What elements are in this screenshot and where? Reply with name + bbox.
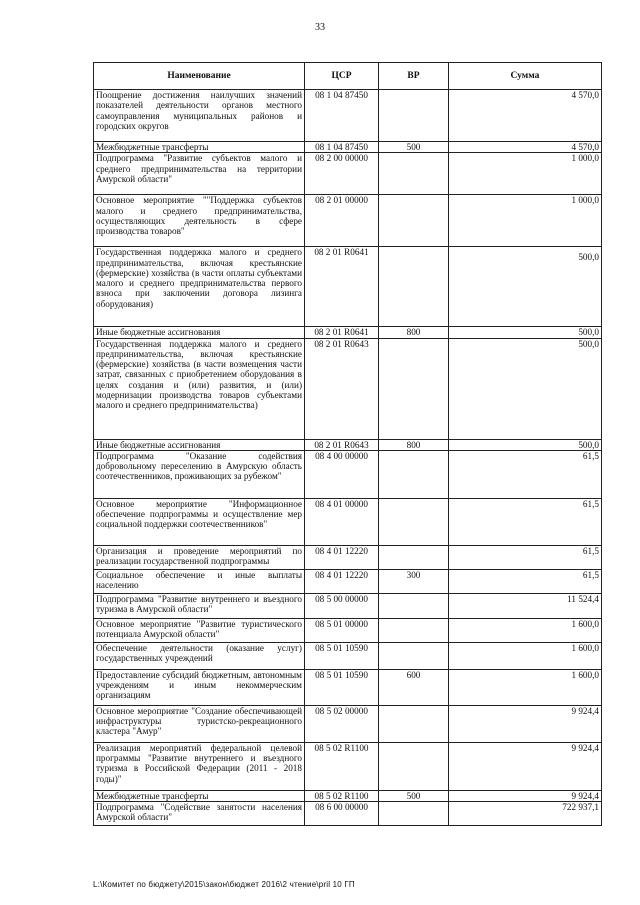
row-sum: 1 600,0 [449,642,602,669]
row-name: Реализация мероприятий федеральной целевой программы "Развитие внутреннего и въездного туризма в Российской Федерации (2011 - 2018 годы)" [94,742,305,790]
row-name: Межбюджетные трансферты [94,142,305,153]
header-csr: ЦСР [305,63,379,90]
row-name: Основное мероприятие "Создание обеспечивающей инфраструктуры туристско-рекреационного кластера "Амур" [94,705,305,742]
row-name: Иные бюджетные ассигнования [94,327,305,338]
row-name: Подпрограмма "Оказание содействия добровольному переселению в Амурскую область соотечественников, проживающих за рубежом" [94,450,305,498]
row-vr [379,450,449,498]
row-vr [379,247,449,327]
row-name: Подпрограмма "Развитие внутреннего и въездного туризма в Амурской области" [94,593,305,618]
table-row [94,153,602,195]
row-vr [379,195,449,247]
row-name: Государственная поддержка малого и среднего предпринимательства, включая крестьянские (фермерские) хозяйства (в части возмещения части затрат, связанных с приобретением оборудования в целях создания и (или) развития, и (или) модернизации производства товаров субъектами малого и среднего предпринимательства) [94,338,305,439]
row-vr [379,90,449,142]
row-csr: 08 2 01 R0643 [305,338,379,439]
row-name: Межбюджетные трансферты [94,790,305,801]
row-sum: 500,0 [449,327,602,338]
row-name: Иные бюджетные ассигнования [94,439,305,450]
row-csr: 08 4 01 12220 [305,545,379,569]
table-row [94,593,602,618]
row-csr: 08 4 00 00000 [305,450,379,498]
row-vr [379,642,449,669]
row-sum: 500,0 [449,439,602,450]
row-name: Государственная поддержка малого и среднего предпринимательства, включая крестьянские (фермерские) хозяйства (в части оплаты субъектами малого и среднего предпринимательства первого взноса при заключении договора лизинга оборудования) [94,247,305,327]
row-sum: 61,5 [449,545,602,569]
row-sum: 9 924,4 [449,705,602,742]
row-csr: 08 5 02 00000 [305,705,379,742]
page-number: 33 [315,22,325,33]
table-header-row [94,63,602,90]
row-csr: 08 4 01 00000 [305,498,379,545]
header-sum: Сумма [449,63,602,90]
table-row [94,802,602,826]
row-vr [379,742,449,790]
row-sum: 1 000,0 [449,195,602,247]
row-vr [379,498,449,545]
row-sum: 1 600,0 [449,669,602,705]
row-csr: 08 5 01 00000 [305,618,379,642]
row-sum: 11 524,4 [449,593,602,618]
header-vr: ВР [379,63,449,90]
table-row [94,705,602,742]
row-vr [379,593,449,618]
row-name: Основное мероприятие "Информационное обеспечение подпрограммы и осуществление мер социальной поддержки соотечественников" [94,498,305,545]
row-sum: 500,0 [449,338,602,439]
row-vr [379,618,449,642]
row-name: Предоставление субсидий бюджетным, автономным учреждениям и иным некоммерческим организациям [94,669,305,705]
row-csr: 08 6 00 00000 [305,802,379,826]
table-row [94,195,602,247]
row-csr: 08 2 01 R0643 [305,439,379,450]
row-vr: 500 [379,142,449,153]
row-name: Организация и проведение мероприятий по реализации государственной подпрограммы [94,545,305,569]
row-name: Основное мероприятие ""Поддержка субъектов малого и среднего предпринимательства, осуществляющих деятельность в сфере производства товаров" [94,195,305,247]
row-csr: 08 1 04 87450 [305,142,379,153]
header-name: Наименование [94,63,305,90]
row-sum: 9 924,4 [449,790,602,801]
row-name: Социальное обеспечение и иные выплаты населению [94,569,305,593]
file-path-footer: L:\Комитет по бюджету\2015\закон\бюджет 2016\2 чтение\pril 10 ГП [93,880,355,889]
table-row [94,498,602,545]
row-name: Подпрограмма "Содействие занятости населения Амурской области" [94,802,305,826]
row-csr: 08 2 01 R0641 [305,247,379,327]
row-name: Обеспечение деятельности (оказание услуг) государственных учреждений [94,642,305,669]
table-row [94,327,602,338]
row-name: Подпрограмма "Развитие субъектов малого и среднего предпринимательства на территории Амурской области" [94,153,305,195]
row-csr: 08 2 00 00000 [305,153,379,195]
table-row [94,142,602,153]
row-name: Основное мероприятие "Развитие туристического потенциала Амурской области" [94,618,305,642]
row-vr [379,338,449,439]
row-sum: 61,5 [449,569,602,593]
row-sum: 1 600,0 [449,618,602,642]
row-sum: 61,5 [449,498,602,545]
row-csr: 08 2 01 00000 [305,195,379,247]
row-vr [379,545,449,569]
row-name: Поощрение достижения наилучших значений показателей деятельности органов местного самоуправления муниципальных районов и городских округов [94,90,305,142]
table-row [94,90,602,142]
row-vr: 300 [379,569,449,593]
row-csr: 08 5 01 10590 [305,642,379,669]
row-vr: 500 [379,790,449,801]
row-vr: 600 [379,669,449,705]
row-sum: 1 000,0 [449,153,602,195]
table-row [94,618,602,642]
row-csr: 08 5 02 R1100 [305,742,379,790]
table-row [94,545,602,569]
row-vr [379,705,449,742]
table-row [94,642,602,669]
row-sum: 500,0 [449,247,602,327]
row-sum: 9 924,4 [449,742,602,790]
table-row [94,439,602,450]
row-sum: 722 937,1 [449,802,602,826]
row-csr: 08 1 04 87450 [305,90,379,142]
row-vr: 800 [379,439,449,450]
row-vr [379,153,449,195]
row-sum: 4 570,0 [449,90,602,142]
table-row [94,790,602,801]
table-row [94,247,602,327]
row-csr: 08 5 02 R1100 [305,790,379,801]
row-sum: 61,5 [449,450,602,498]
row-vr [379,802,449,826]
row-csr: 08 5 00 00000 [305,593,379,618]
table-row [94,338,602,439]
row-csr: 08 2 01 R0641 [305,327,379,338]
budget-table [93,62,602,826]
table-row [94,669,602,705]
row-sum: 4 570,0 [449,142,602,153]
table-row [94,569,602,593]
row-csr: 08 5 01 10590 [305,669,379,705]
table-row [94,742,602,790]
table-row [94,450,602,498]
row-csr: 08 4 01 12220 [305,569,379,593]
row-vr: 800 [379,327,449,338]
